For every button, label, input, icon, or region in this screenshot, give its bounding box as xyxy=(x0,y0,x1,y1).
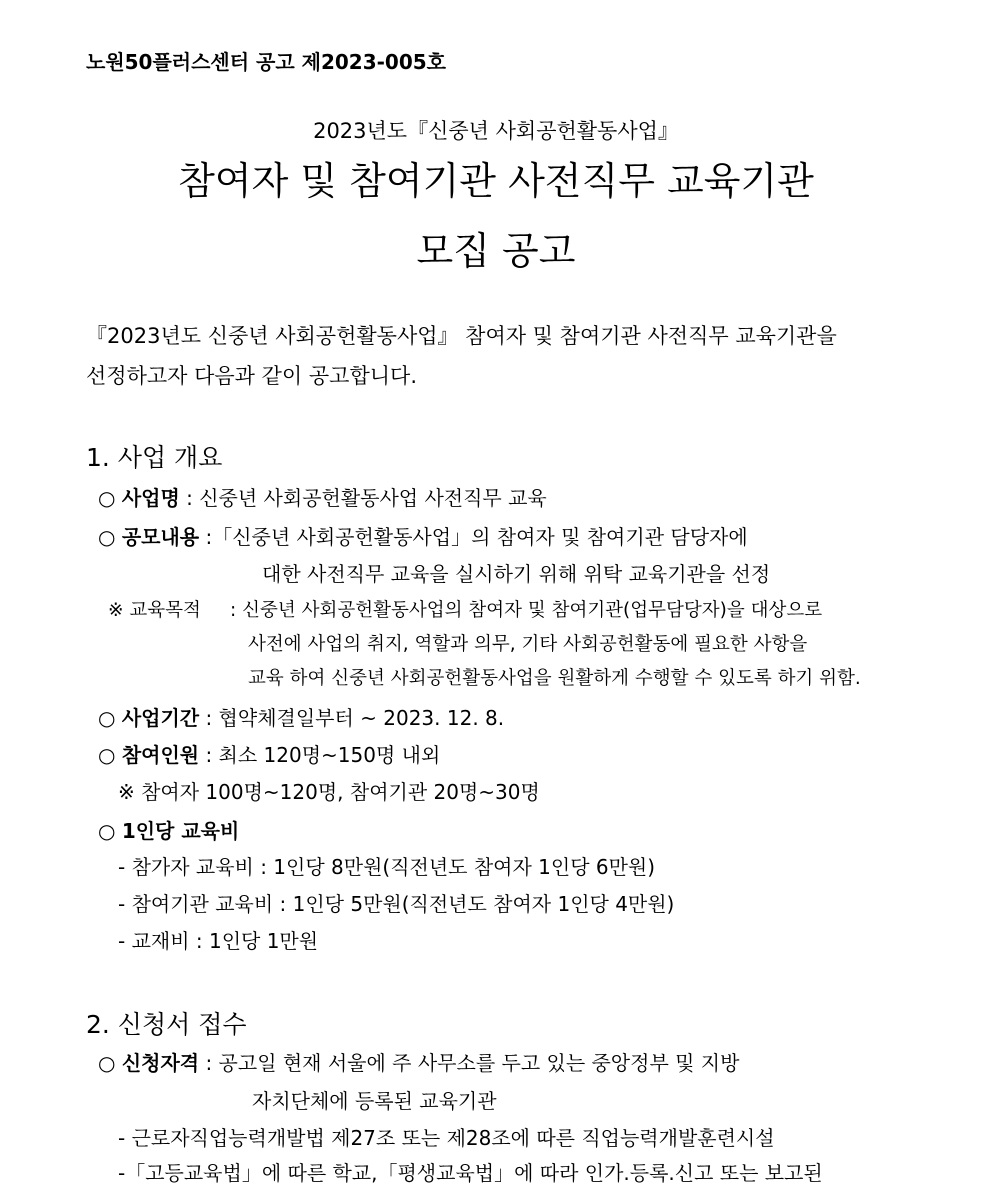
period-label: 사업기간 xyxy=(121,706,200,730)
title-line-2: 모집 공고 xyxy=(416,229,576,273)
fee-row xyxy=(98,815,239,844)
fee-label: 1인당 교육비 xyxy=(121,819,240,843)
purpose-line-3: 교육 하여 신중년 사회공헌활동사업을 원활하게 수행할 수 있도록 하기 위함. xyxy=(248,668,861,689)
content-row xyxy=(98,521,748,550)
purpose-label: ※ 교육목적 xyxy=(108,600,201,621)
subtitle: 2023년도『신중년 사회공헌활동사업』 xyxy=(313,119,679,143)
content-label: 공모내용 xyxy=(121,525,200,549)
participants-value: : 최소 120명~150명 내외 xyxy=(205,743,441,767)
notice-number: 노원50플러스센터 공고 제2023-005호 xyxy=(86,50,446,74)
title-line-1: 참여자 및 참여기관 사전직무 교육기관 xyxy=(178,159,814,203)
purpose-line-2: 사전에 사업의 취지, 역할과 의무, 기타 사회공헌활동에 필요한 사항을 xyxy=(248,634,808,655)
section-1-heading: 1. 사업 개요 xyxy=(86,443,223,472)
bullet: ○ xyxy=(98,525,116,549)
bullet: ○ xyxy=(98,819,116,843)
section-2-heading: 2. 신청서 접수 xyxy=(86,1010,247,1039)
bullet: ○ xyxy=(98,1051,116,1075)
participants-label: 참여인원 xyxy=(121,743,200,767)
bullet: ○ xyxy=(98,743,116,767)
fee-item-2: - 참여기관 교육비 : 1인당 5만원(직전년도 참여자 1인당 4만원) xyxy=(118,892,675,916)
business-name-label: 사업명 xyxy=(121,486,180,510)
content-value-1: :「신중년 사회공헌활동사업」의 참여자 및 참여기관 담당자에 xyxy=(205,525,748,549)
qualification-item-1: - 근로자직업능력개발법 제27조 또는 제28조에 따른 직업능력개발훈련시설 xyxy=(118,1126,775,1150)
qualification-row xyxy=(98,1047,739,1076)
qualification-item-2: -「고등교육법」에 따른 학교,「평생교육법」에 따라 인가.등록.신고 또는 보고된 xyxy=(118,1161,823,1185)
fee-item-3: - 교재비 : 1인당 1만원 xyxy=(118,929,319,953)
qualification-value-2: 자치단체에 등록된 교육기관 xyxy=(252,1089,497,1113)
content-value-2: 대한 사전직무 교육을 실시하기 위해 위탁 교육기관을 선정 xyxy=(262,562,771,586)
intro-line-1: 『2023년도 신중년 사회공헌활동사업』 참여자 및 참여기관 사전직무 교육기관을 xyxy=(86,324,837,348)
period-value: : 협약체결일부터 ~ 2023. 12. 8. xyxy=(205,706,505,730)
participants-note: ※ 참여자 100명~120명, 참여기관 20명~30명 xyxy=(118,780,540,804)
fee-item-1: - 참가자 교육비 : 1인당 8만원(직전년도 참여자 1인당 6만원) xyxy=(118,855,656,879)
business-name-row xyxy=(98,482,547,511)
bullet: ○ xyxy=(98,706,116,730)
bullet: ○ xyxy=(98,486,116,510)
business-name-value: : 신중년 사회공헌활동사업 사전직무 교육 xyxy=(186,486,547,510)
purpose-line-1: : 신중년 사회공헌활동사업의 참여자 및 참여기관(업무담당자)을 대상으로 xyxy=(230,600,823,621)
qualification-value-1: : 공고일 현재 서울에 주 사무소를 두고 있는 중앙정부 및 지방 xyxy=(205,1051,740,1075)
participants-row xyxy=(98,739,440,768)
period-row xyxy=(98,702,504,731)
qualification-label: 신청자격 xyxy=(121,1051,200,1075)
intro-line-2: 선정하고자 다음과 같이 공고합니다. xyxy=(86,364,417,388)
